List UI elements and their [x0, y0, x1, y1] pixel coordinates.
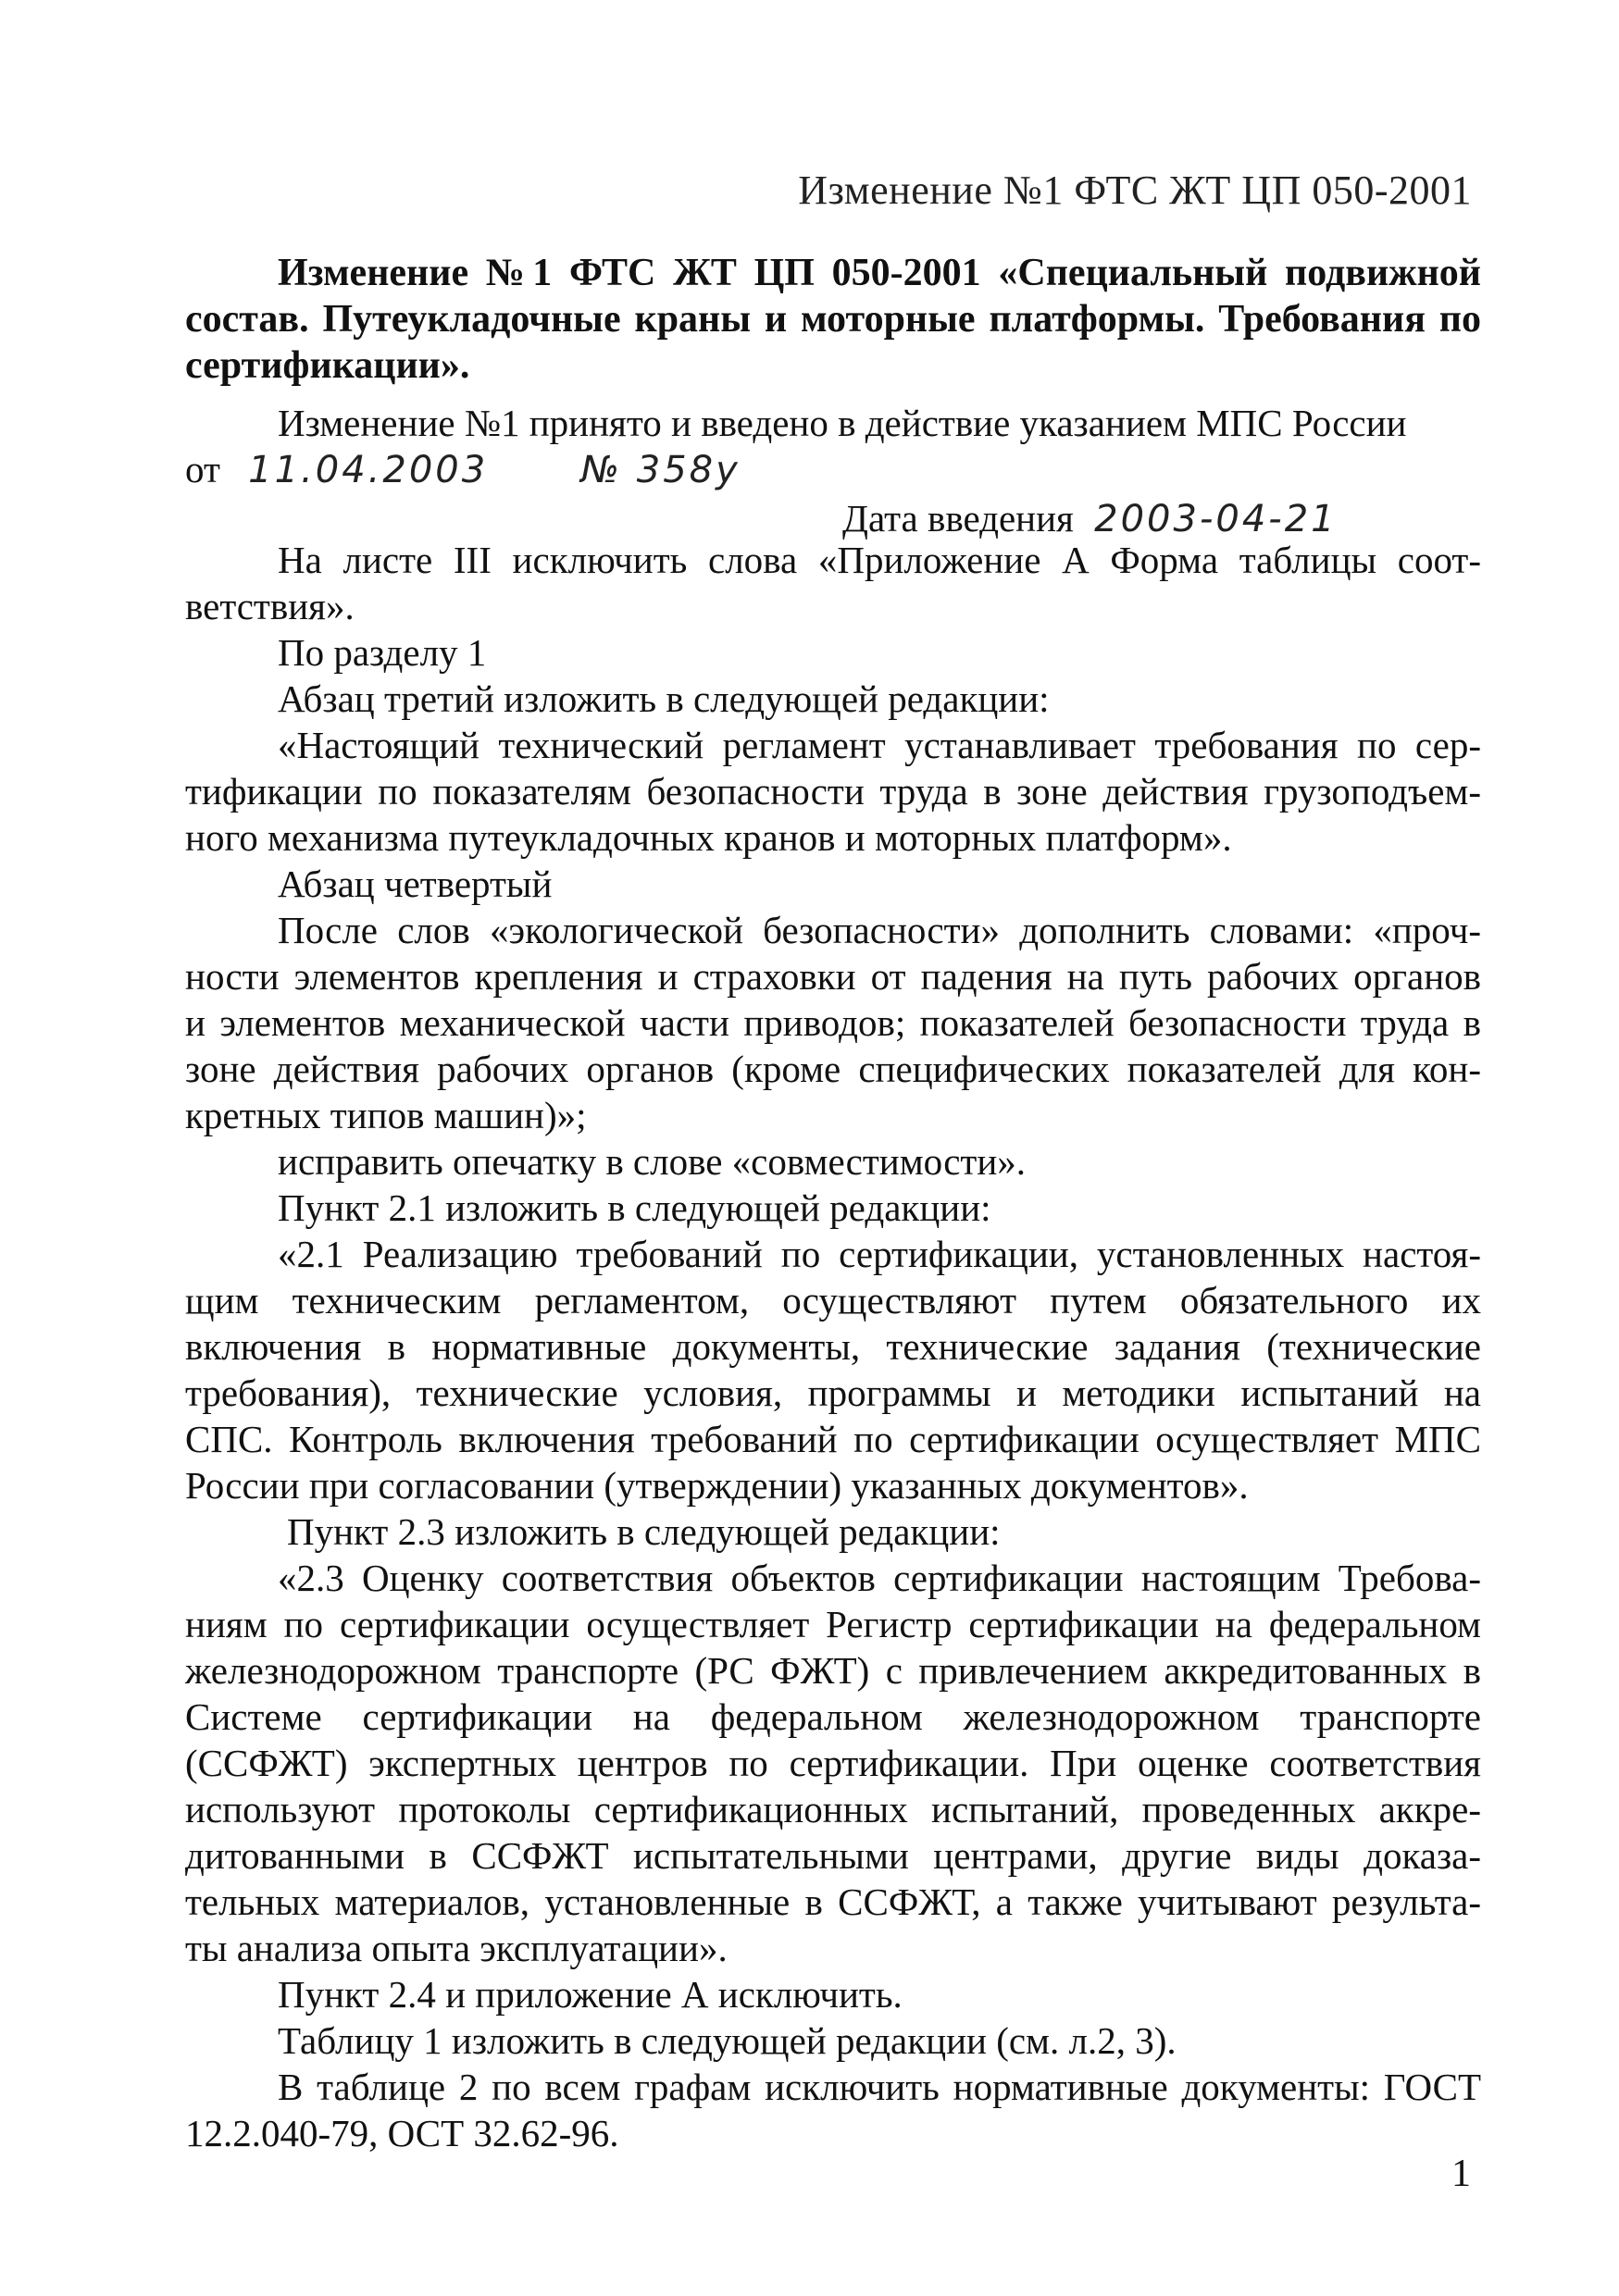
text-line: 12.2.040-79, ОСТ 32.62-96.	[185, 2112, 619, 2154]
handwritten-number: № 358у	[580, 449, 741, 491]
text-line: «2.1 Реализацию требований по сертификации, установленных настоя-	[278, 1233, 1481, 1275]
text-line: и элементов механической части приводов; показателей безопасности труда в	[185, 1001, 1481, 1044]
text-line: дитованными в ССФЖТ испытательными центрами, другие виды доказа-	[185, 1834, 1481, 1877]
text-line: железнодорожном транспорте (РС ФЖТ) с привлечением аккредитованных в	[185, 1649, 1481, 1692]
text-line: Пункт 2.3 изложить в следующей редакции:	[287, 1510, 1001, 1553]
document-title: Изменение №1 ФТС ЖТ ЦП 050-2001 «Специальный подвижной состав. Путеукладочные краны и моторные платформы. Требования по сертификации».	[185, 252, 1481, 387]
text-line: Таблицу 1 изложить в следующей редакции (см. л.2, 3).	[278, 2019, 1177, 2062]
text-line: (ССФЖТ) экспертных центров по сертификации. При оценке соответствия	[185, 1742, 1481, 1784]
text-line: тельных материалов, установленные в ССФЖТ, а также учитывают результа-	[185, 1880, 1481, 1923]
text-line: ности элементов крепления и страховки от падения на путь рабочих органов	[185, 955, 1481, 998]
text-line: ниям по сертификации осуществляет Регистр сертификации на федеральном	[185, 1603, 1481, 1645]
from-prefix: от	[185, 448, 220, 490]
text-line: требования), технические условия, программы и методики испытаний на	[185, 1371, 1481, 1414]
text-line: На листе III исключить слова «Приложение А Форма таблицы соот-	[278, 539, 1481, 581]
handwritten-intro-date: 2003-04-21	[1094, 498, 1338, 540]
accepted-line: Изменение №1 принято и введено в действие указанием МПС России	[278, 402, 1407, 444]
text-line: Абзац третий изложить в следующей редакции:	[278, 677, 1050, 720]
text-line: Пункт 2.1 изложить в следующей редакции:	[278, 1186, 991, 1229]
order-line	[185, 446, 1481, 493]
text-line: Системе сертификации на федеральном железнодорожном транспорте	[185, 1695, 1481, 1738]
text-line: используют протоколы сертификационных испытаний, проведенных аккре-	[185, 1788, 1481, 1831]
text-line: включения в нормативные документы, технические задания (технические	[185, 1325, 1481, 1368]
text-line: ветствия».	[185, 585, 355, 627]
text-line: кретных типов машин)»;	[185, 1094, 587, 1136]
intro-date-label: Дата введения	[842, 497, 1074, 540]
text-line: тификации по показателям безопасности труда в зоне действия грузоподъем-	[185, 770, 1481, 813]
text-line: Пункт 2.4 и приложение А исключить.	[278, 1973, 903, 2016]
text-line: СПС. Контроль включения требований по сертификации осуществляет МПС	[185, 1418, 1481, 1460]
text-line: ты анализа опыта эксплуатации».	[185, 1927, 728, 1969]
page-number: 1	[1451, 2153, 1471, 2195]
text-line: Абзац четвертый	[278, 863, 553, 905]
text-line: «Настоящий технический регламент устанавливает требования по сер-	[278, 724, 1481, 766]
text-line: После слов «экологической безопасности» дополнить словами: «проч-	[278, 909, 1481, 951]
text-line: В таблице 2 по всем графам исключить нормативные документы: ГОСТ	[278, 2066, 1481, 2108]
text-line: По разделу 1	[278, 631, 487, 674]
text-line: «2.3 Оценку соответствия объектов сертификации настоящим Требова-	[278, 1557, 1481, 1599]
text-line: исправить опечатку в слове «совместимости».	[278, 1140, 1027, 1183]
text-line: ного механизма путеукладочных кранов и моторных платформ».	[185, 816, 1232, 859]
handwritten-date: 11.04.2003	[248, 449, 489, 491]
text-line: щим техническим регламентом, осуществляют путем обязательного их	[185, 1279, 1481, 1322]
text-line: зоне действия рабочих органов (кроме специфических показателей для кон-	[185, 1048, 1481, 1090]
intro-date-line	[842, 495, 1490, 542]
text-line: России при согласовании (утверждении) указанных документов».	[185, 1464, 1249, 1507]
page-header: Изменение №1 ФТС ЖТ ЦП 050-2001	[798, 168, 1472, 213]
